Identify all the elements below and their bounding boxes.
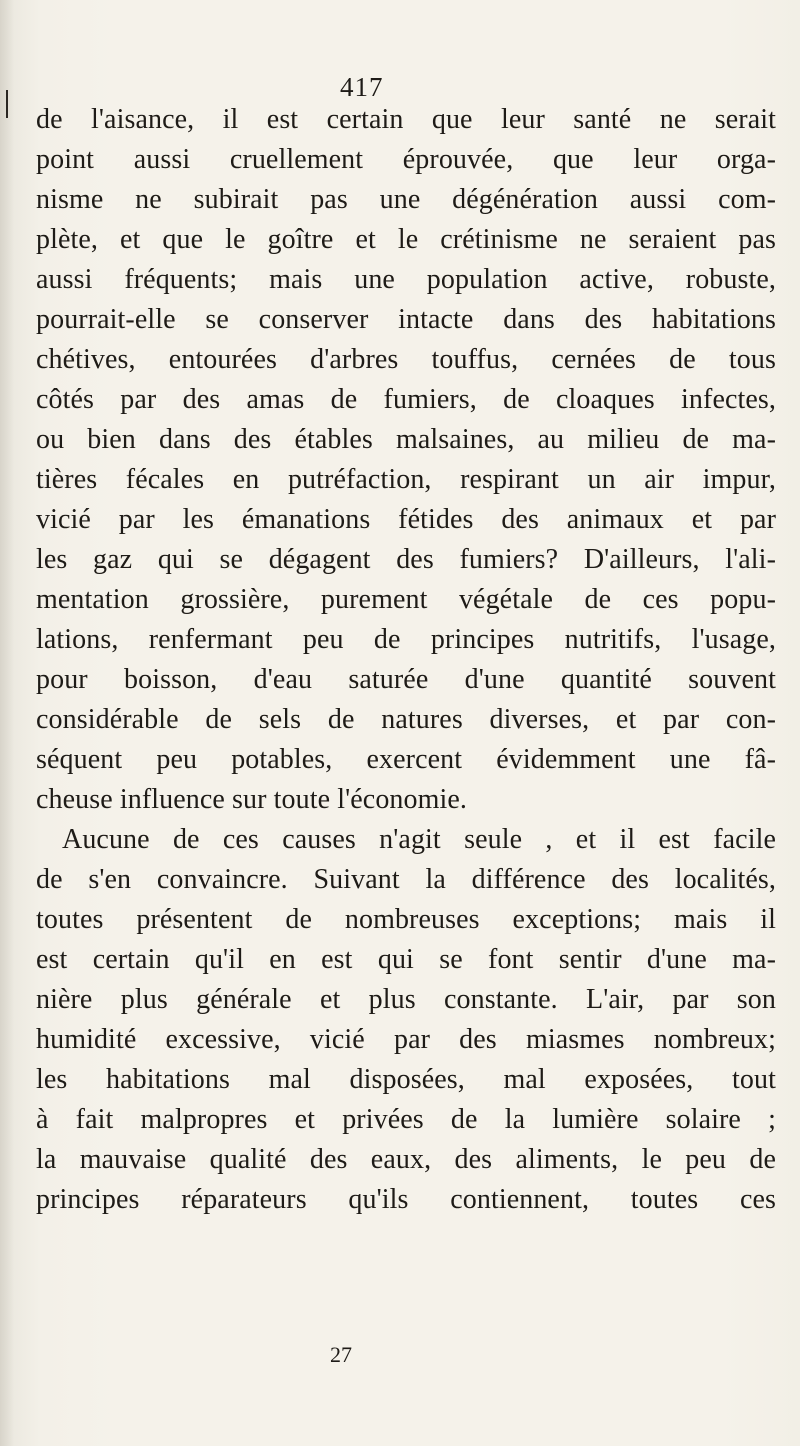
text-line: les habitations mal disposées, mal exposées, tout — [36, 1064, 776, 1095]
text-line: est certain qu'il en est qui se font sentir d'une ma- — [36, 944, 776, 975]
text-line: pourrait-elle se conserver intacte dans des habitations — [36, 304, 776, 335]
text-line: les gaz qui se dégagent des fumiers? D'ailleurs, l'ali- — [36, 544, 776, 575]
page-number: 417 — [340, 72, 384, 102]
text-line: côtés par des amas de fumiers, de cloaques infectes, — [36, 384, 776, 415]
text-line: ou bien dans des étables malsaines, au milieu de ma- — [36, 424, 776, 455]
text-line: nisme ne subirait pas une dégénération aussi com- — [36, 184, 776, 215]
text-line: lations, renfermant peu de principes nutritifs, l'usage, — [36, 624, 776, 655]
text-line: mentation grossière, purement végétale de ces popu- — [36, 584, 776, 615]
text-line: à fait malpropres et privées de la lumière solaire ; — [36, 1104, 776, 1135]
text-line: aussi fréquents; mais une population active, robuste, — [36, 264, 776, 295]
text-line: pour boisson, d'eau saturée d'une quantité souvent — [36, 664, 776, 695]
text-line: tières fécales en putréfaction, respirant un air impur, — [36, 464, 776, 495]
text-line: considérable de sels de natures diverses, et par con- — [36, 704, 776, 735]
signature-mark: 27 — [330, 1342, 352, 1367]
page-gutter-shadow — [0, 0, 14, 1446]
text-line: séquent peu potables, exercent évidemment une fâ- — [36, 744, 776, 775]
body-text — [36, 100, 776, 1220]
text-line: de l'aisance, il est certain que leur santé ne serait — [36, 104, 776, 135]
text-line: humidité excessive, vicié par des miasmes nombreux; — [36, 1024, 776, 1055]
text-line: la mauvaise qualité des eaux, des aliments, le peu de — [36, 1144, 776, 1175]
text-line: point aussi cruellement éprouvée, que leur orga- — [36, 144, 776, 175]
text-line: principes réparateurs qu'ils contiennent, toutes ces — [36, 1184, 776, 1215]
paragraph-end-line: cheuse influence sur toute l'économie. — [36, 784, 468, 815]
paragraph-start-line: Aucune de ces causes n'agit seule , et il est facile — [62, 824, 776, 855]
text-line: vicié par les émanations fétides des animaux et par — [36, 504, 776, 535]
text-line: nière plus générale et plus constante. L'air, par son — [36, 984, 776, 1015]
text-line: de s'en convaincre. Suivant la différence des localités, — [36, 864, 776, 895]
text-line: plète, et que le goître et le crétinisme ne seraient pas — [36, 224, 776, 255]
text-line: toutes présentent de nombreuses exceptions; mais il — [36, 904, 776, 935]
margin-mark — [6, 90, 8, 118]
text-line: chétives, entourées d'arbres touffus, cernées de tous — [36, 344, 776, 375]
